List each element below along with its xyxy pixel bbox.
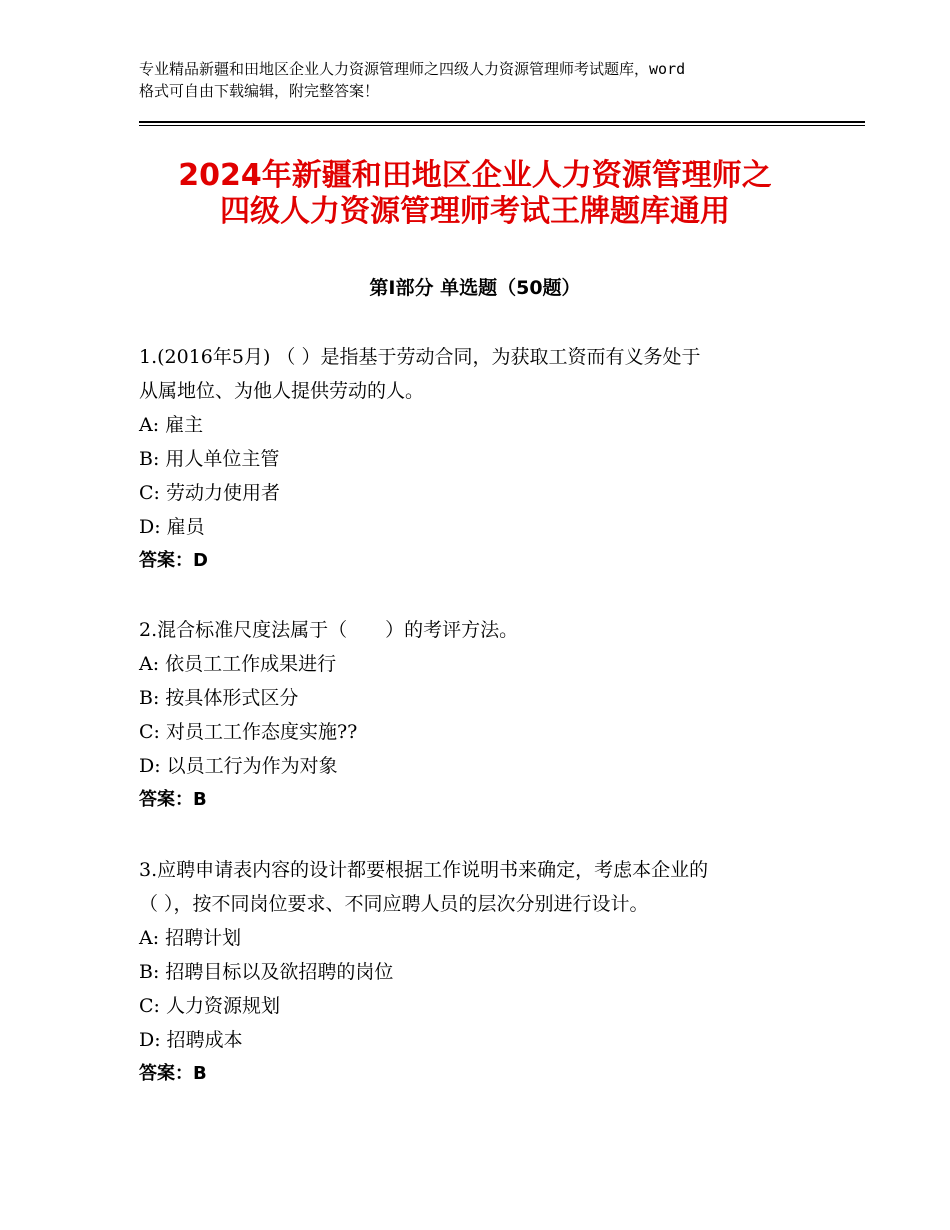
document-title-line-2: 四级人力资源管理师考试王牌题库通用 <box>220 194 730 229</box>
option-d: D: 雇员 <box>139 516 205 538</box>
header-divider-thin <box>139 125 865 126</box>
option-b: B: 按具体形式区分 <box>139 687 299 709</box>
option-a: A: 依员工工作成果进行 <box>139 653 337 675</box>
section-title: 第Ⅰ部分 单选题（50题） <box>369 277 581 299</box>
question-1 <box>139 340 839 578</box>
option-c: C: 人力资源规划 <box>139 995 280 1017</box>
answer: 答案：B <box>139 1063 207 1084</box>
answer: 答案：D <box>139 550 208 571</box>
document-title-line-1: 2024年新疆和田地区企业人力资源管理师之 <box>178 158 772 193</box>
option-d: D: 以员工行为作为对象 <box>139 755 338 777</box>
header-note <box>139 58 829 102</box>
question-stem-line-2: 从属地位、为他人提供劳动的人。 <box>139 380 425 402</box>
document-title <box>110 158 840 230</box>
option-a: A: 雇主 <box>139 414 204 436</box>
header-divider-thick <box>139 121 865 123</box>
option-d: D: 招聘成本 <box>139 1029 243 1051</box>
header-note-line-1: 专业精品新疆和田地区企业人力资源管理师之四级人力资源管理师考试题库，word <box>139 60 686 78</box>
question-stem-line-1: 1.(2016年5月) （ ）是指基于劳动合同，为获取工资而有义务处于 <box>139 346 701 368</box>
option-a: A: 招聘计划 <box>139 927 242 949</box>
option-b: B: 用人单位主管 <box>139 448 280 470</box>
option-c: C: 对员工工作态度实施?? <box>139 721 358 743</box>
option-b: B: 招聘目标以及欲招聘的岗位 <box>139 961 394 983</box>
question-stem-line-2: （ ），按不同岗位要求、不同应聘人员的层次分别进行设计。 <box>139 893 649 915</box>
question-3 <box>139 853 839 1091</box>
question-stem-line-1: 2.混合标准尺度法属于（ ）的考评方法。 <box>139 619 519 641</box>
answer: 答案：B <box>139 789 207 810</box>
header-note-line-2: 格式可自由下载编辑，附完整答案！ <box>139 82 380 100</box>
question-stem-line-1: 3.应聘申请表内容的设计都要根据工作说明书来确定，考虑本企业的 <box>139 859 709 881</box>
option-c: C: 劳动力使用者 <box>139 482 280 504</box>
question-2 <box>139 613 839 817</box>
